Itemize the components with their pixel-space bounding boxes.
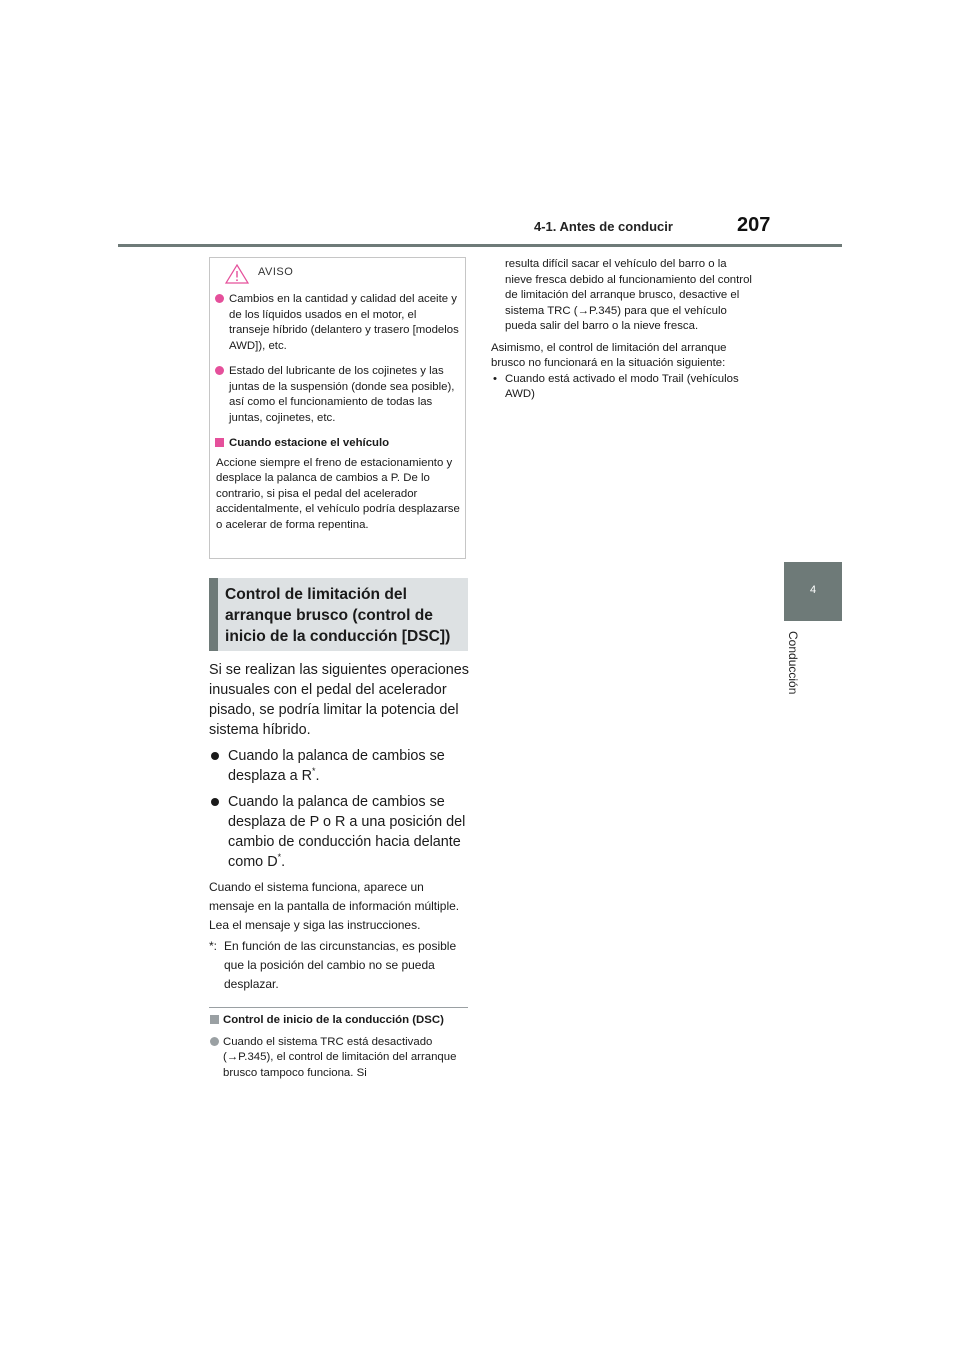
bullet-period: . [315,768,320,784]
bullet-text: Cuando la palanca de cambios se desplaza de P o R a una posición del cambio de conducción hacia delante como D [228,794,466,870]
warning-title: AVISO [258,266,294,278]
warning-box [209,257,466,559]
note-heading [209,1013,467,1029]
warning-paragraph: Accione siempre el freno de estacionamiento y desplace la palanca de cambios a P. De lo contrario, si pisa el pedal del acelerador accidentalmente, el vehículo podría desplazarse o acelerar de forma repentina. [216,456,460,531]
bullet-text: Cuando la palanca de cambios se desplaza a R [228,748,445,784]
asterisk-mark: * [312,766,316,777]
chapter-tab [784,562,842,621]
list-item [491,372,753,403]
warning-sub-heading [214,436,460,452]
footnote-mark: *: [209,939,218,953]
square-bullet-icon [210,1015,219,1024]
note-divider [209,1007,468,1008]
pink-bullet-icon [215,366,224,375]
warning-list-item [214,364,460,426]
note-block [209,1013,467,1081]
continuation-paragraph: resulta difícil sacar el vehículo del barro o la nieve fresca debido al funcionamiento del control de limitación del arranque brusco, desactive el sistema TRC (→P.345) para que el vehículo pueda salir del barro o la nieve fresca. [505,258,752,332]
pink-bullet-icon [215,294,224,303]
warning-list [214,292,460,533]
footnote-text: En función de las circunstancias, es posible que la posición del cambio no se pueda desplazar. [224,939,457,991]
right-paragraph: Asimismo, el control de limitación del arranque brusco no funcionará en la situación siguiente: [491,341,727,369]
asterisk-mark: * [277,852,282,863]
bullet-item [209,746,471,786]
list-item-text: Cuando está activado el modo Trail (vehículos AWD) [505,372,739,400]
bullet-icon [211,798,219,806]
bullet-item [209,792,471,872]
chapter-number: 4 [809,584,817,596]
intro-paragraph: Si se realizan las siguientes operaciones inusuales con el pedal del acelerador pisado, se podría limitar la potencia del sistema híbrido. [209,662,469,738]
square-bullet-icon [215,438,224,447]
section-title: Control de limitación del arranque brusco (control de inicio de la conducción [DSC]) [225,586,451,645]
bullet-icon [211,752,219,760]
main-column-right [491,257,753,403]
warning-triangle-icon [225,264,249,284]
page-number: 207 [737,214,771,236]
list-bullet-mark: • [493,372,497,385]
section-title-accent [209,578,218,651]
chapter-label: Conducción [786,631,800,695]
section-title-box [209,578,468,651]
warning-item-text: Cambios en la cantidad y calidad del aceite y de los líquidos usados en el motor, el transeje híbrido (delantero y trasero [modelos AWD]), etc. [229,293,459,352]
footnote [209,937,471,994]
note-item-text: Cuando el sistema TRC está desactivado (→P.345), el control de limitación del arranque brusco tampoco funciona. Si [223,1035,457,1079]
bullet-period: . [281,854,286,870]
warning-sub-heading-text: Cuando estacione el vehículo [229,437,390,449]
note-heading-text: Control de inicio de la conducción (DSC) [223,1014,444,1026]
main-column-left [209,660,471,994]
header-divider [118,244,842,247]
note-item [209,1035,467,1082]
info-paragraph: Cuando el sistema funciona, aparece un mensaje en la pantalla de información múltiple. Lea el mensaje y siga las instrucciones. [209,880,460,932]
gray-bullet-icon [210,1037,219,1046]
header-section-title: 4-1. Antes de conducir [534,219,673,234]
warning-list-item [214,292,460,354]
warning-item-text: Estado del lubricante de los cojinetes y las juntas de la suspensión (donde sea posible), así como el funcionamiento de todas las juntas, cojinetes, etc. [229,365,455,424]
